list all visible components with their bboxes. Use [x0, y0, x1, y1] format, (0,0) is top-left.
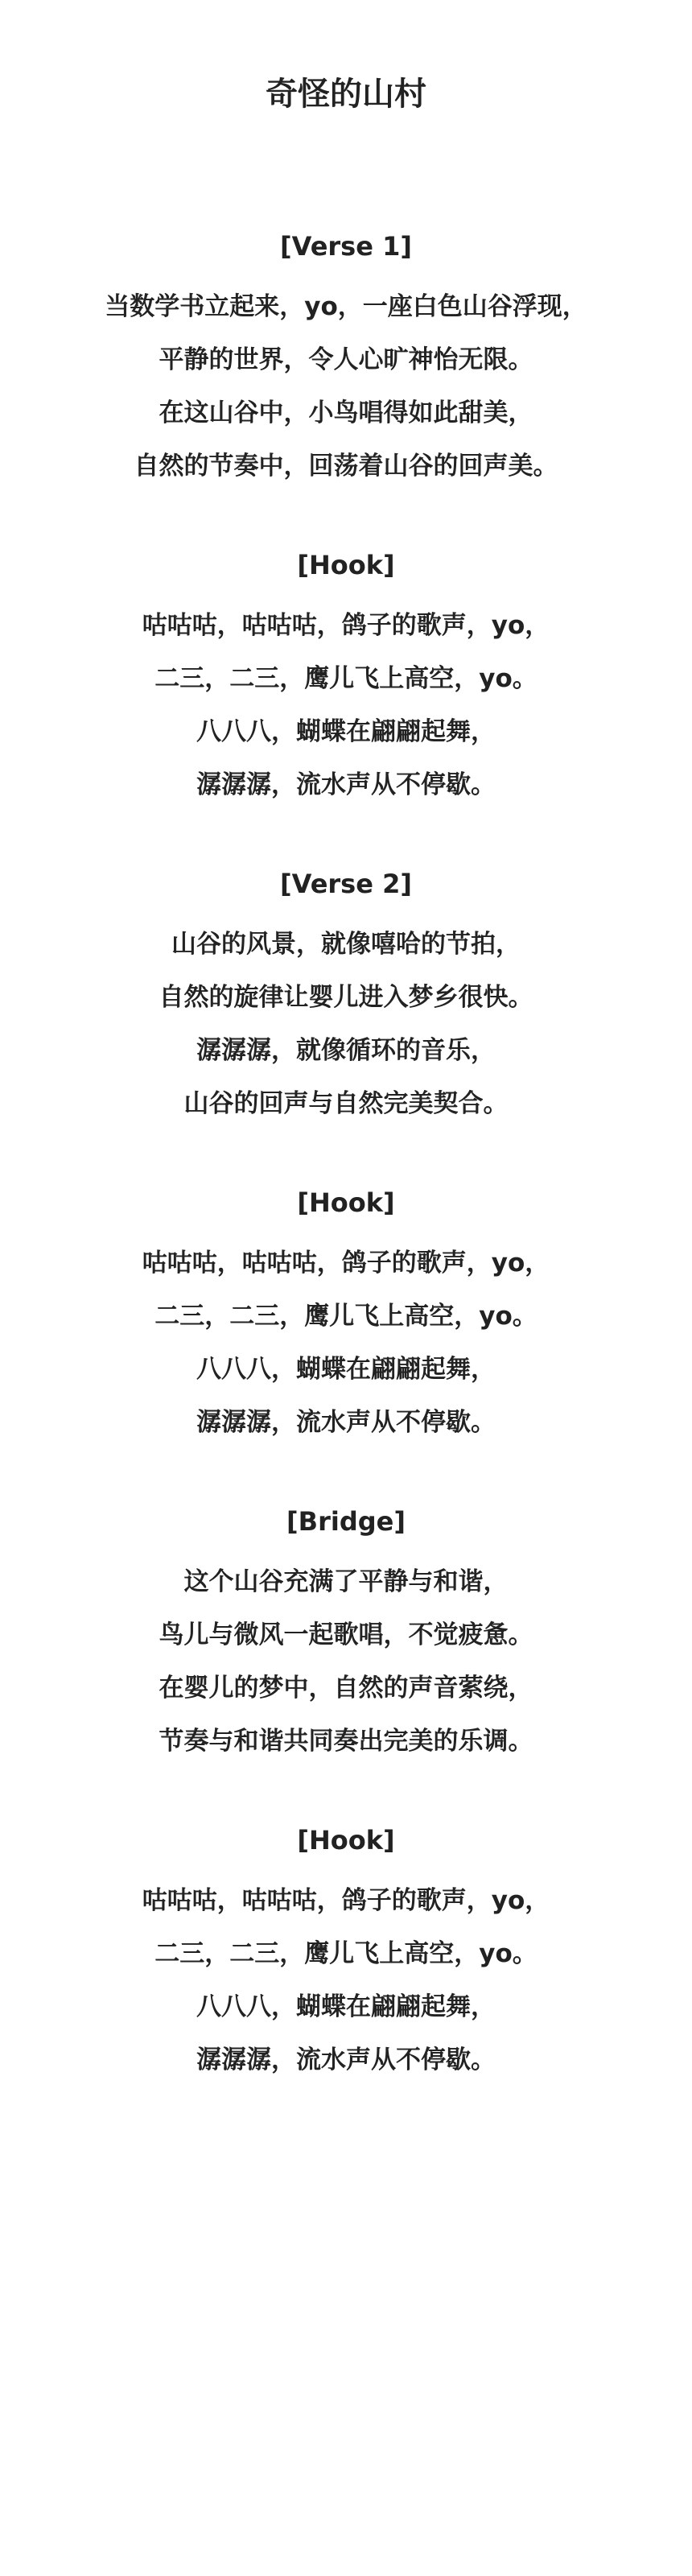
lyric-line: 八八八，蝴蝶在翩翩起舞，	[196, 717, 496, 746]
lyrics-section-hook-2	[0, 1185, 692, 1449]
lyric-line: 八八八，蝴蝶在翩翩起舞，	[196, 1355, 496, 1384]
lyric-line: 咕咕咕，咕咕咕，鸽子的歌声，yo，	[142, 1249, 550, 1278]
lyric-line: 潺潺潺，就像循环的音乐，	[196, 1036, 496, 1065]
section-header: [Bridge]	[286, 1506, 406, 1537]
lyric-line: 在这山谷中，小鸟唱得如此甜美，	[159, 398, 533, 427]
lyric-line: 这个山谷充满了平静与和谐，	[183, 1567, 509, 1596]
section-header: [Hook]	[297, 1187, 395, 1218]
lyric-line: 二三，二三，鹰儿飞上高空，yo。	[154, 664, 538, 693]
section-header: [Hook]	[297, 1825, 395, 1856]
lyric-line: 潺潺潺，流水声从不停歇。	[196, 770, 496, 799]
lyric-line: 当数学书立起来，yo，一座白色山谷浮现，	[105, 292, 587, 321]
lyric-line: 八八八，蝴蝶在翩翩起舞，	[196, 1992, 496, 2021]
lyrics-section-hook-3	[0, 1823, 692, 2087]
lyric-line: 自然的节奏中，回荡着山谷的回声美。	[134, 452, 558, 481]
lyrics-body	[0, 229, 692, 2087]
section-header: [Hook]	[297, 550, 395, 580]
lyric-line: 山谷的回声与自然完美契合。	[183, 1089, 509, 1118]
lyric-line: 二三，二三，鹰儿飞上高空，yo。	[154, 1302, 538, 1331]
section-header: [Verse 1]	[280, 231, 412, 262]
lyric-line: 鸟儿与微风一起歌唱，不觉疲惫。	[159, 1620, 533, 1649]
lyric-line: 咕咕咕，咕咕咕，鸽子的歌声，yo，	[142, 1886, 550, 1915]
lyric-line: 山谷的风景，就像嘻哈的节拍，	[171, 930, 521, 959]
lyric-line: 平静的世界，令人心旷神怡无限。	[159, 345, 533, 374]
lyric-line: 二三，二三，鹰儿飞上高空，yo。	[154, 1939, 538, 1968]
lyric-line: 节奏与和谐共同奏出完美的乐调。	[159, 1727, 533, 1756]
lyric-line: 咕咕咕，咕咕咕，鸽子的歌声，yo，	[142, 611, 550, 640]
lyrics-section-bridge	[0, 1504, 692, 1768]
lyric-line: 在婴儿的梦中，自然的声音萦绕，	[159, 1674, 533, 1703]
lyric-line: 潺潺潺，流水声从不停歇。	[196, 1408, 496, 1437]
page-title: 奇怪的山村	[266, 76, 426, 113]
lyrics-section-verse-1	[0, 229, 692, 493]
lyrics-section-hook-1	[0, 547, 692, 811]
lyrics-section-verse-2	[0, 866, 692, 1130]
lyric-line: 自然的旋律让婴儿进入梦乡很快。	[159, 983, 533, 1012]
lyric-line: 潺潺潺，流水声从不停歇。	[196, 2046, 496, 2074]
section-header: [Verse 2]	[280, 869, 412, 899]
